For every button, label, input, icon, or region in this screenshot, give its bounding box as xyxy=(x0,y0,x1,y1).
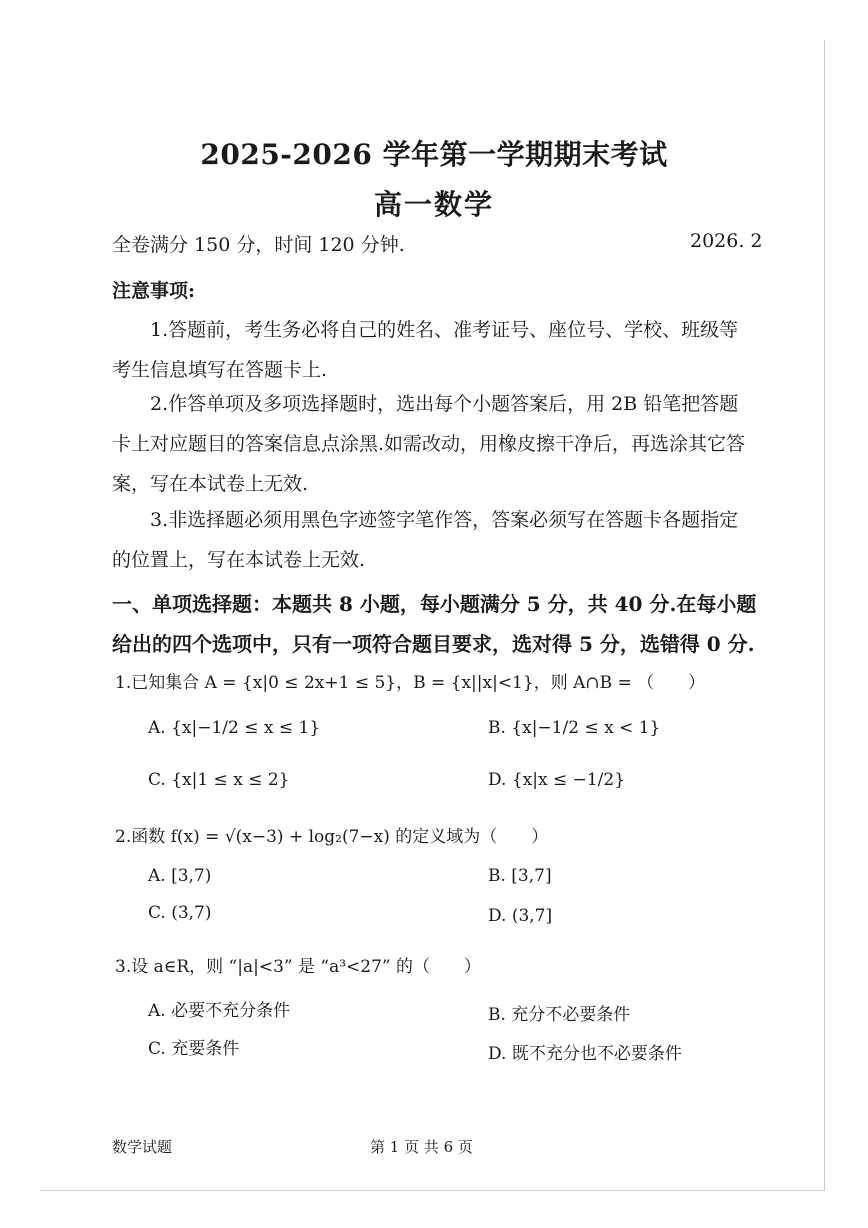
exam-subject: 高一数学 xyxy=(373,188,494,221)
note-item-1: 1.答题前，考生务必将自己的姓名、准考证号、座位号、学校、班级等考生信息填写在答题卡上. xyxy=(112,319,739,381)
question-2-option-c[interactable]: C. (3,7) xyxy=(148,903,212,923)
question-2-option-d[interactable]: D. (3,7] xyxy=(488,906,553,926)
question-3-stem: 3.设 a∈R，则 “|a|<3” 是 “a³<27” 的（ ） xyxy=(115,957,481,977)
question-2-option-b[interactable]: B. [3,7] xyxy=(488,866,552,886)
exam-title: 2025-2026 学年第一学期期末考试 xyxy=(200,138,668,171)
notes-heading: 注意事项: xyxy=(112,280,196,302)
section-1-title xyxy=(112,584,762,664)
question-1-option-c[interactable]: C. {x|1 ≤ x ≤ 2} xyxy=(148,770,290,790)
question-1-option-b[interactable]: B. {x|−1/2 ≤ x < 1} xyxy=(488,718,661,738)
question-2-stem: 2.函数 f(x) = √(x−3) + log₂(7−x) 的定义域为（ ） xyxy=(115,827,549,847)
footer-subject: 数学试题 xyxy=(112,1138,173,1156)
scan-edge-bottom xyxy=(40,1190,825,1191)
question-1-option-a[interactable]: A. {x|−1/2 ≤ x ≤ 1} xyxy=(148,718,321,738)
exam-info: 全卷满分 150 分，时间 120 分钟. xyxy=(112,234,405,256)
exam-date: 2026. 2 xyxy=(690,230,763,252)
footer-page-number: 第 1 页 共 6 页 xyxy=(370,1138,473,1156)
question-3-option-d[interactable]: D. 既不充分也不必要条件 xyxy=(488,1044,682,1064)
question-2-option-a[interactable]: A. [3,7) xyxy=(148,866,212,886)
question-1-stem: 1.已知集合 A = {x|0 ≤ 2x+1 ≤ 5}，B = {x||x|<1}，则 A∩B = （ ） xyxy=(115,673,706,693)
question-3-option-c[interactable]: C. 充要条件 xyxy=(148,1039,240,1059)
question-1-option-d[interactable]: D. {x|x ≤ −1/2} xyxy=(488,770,626,790)
note-item-2: 2.作答单项及多项选择题时，选出每个小题答案后，用 2B 铅笔把答题卡上对应题目的答案信息点涂黑.如需改动，用橡皮擦干净后，再选涂其它答案，写在本试卷上无效. xyxy=(112,393,746,495)
section-1-text: 一、单项选择题：本题共 8 小题，每小题满分 5 分，共 40 分.在每小题给出的四个选项中，只有一项符合题目要求，选对得 5 分，选错得 0 分. xyxy=(112,592,757,656)
note-item-3: 3.非选择题必须用黑色字迹签字笔作答，答案必须写在答题卡各题指定的位置上，写在本试卷上无效. xyxy=(112,509,739,571)
question-3-option-b[interactable]: B. 充分不必要条件 xyxy=(488,1005,631,1025)
question-3-option-a[interactable]: A. 必要不充分条件 xyxy=(148,1001,291,1021)
